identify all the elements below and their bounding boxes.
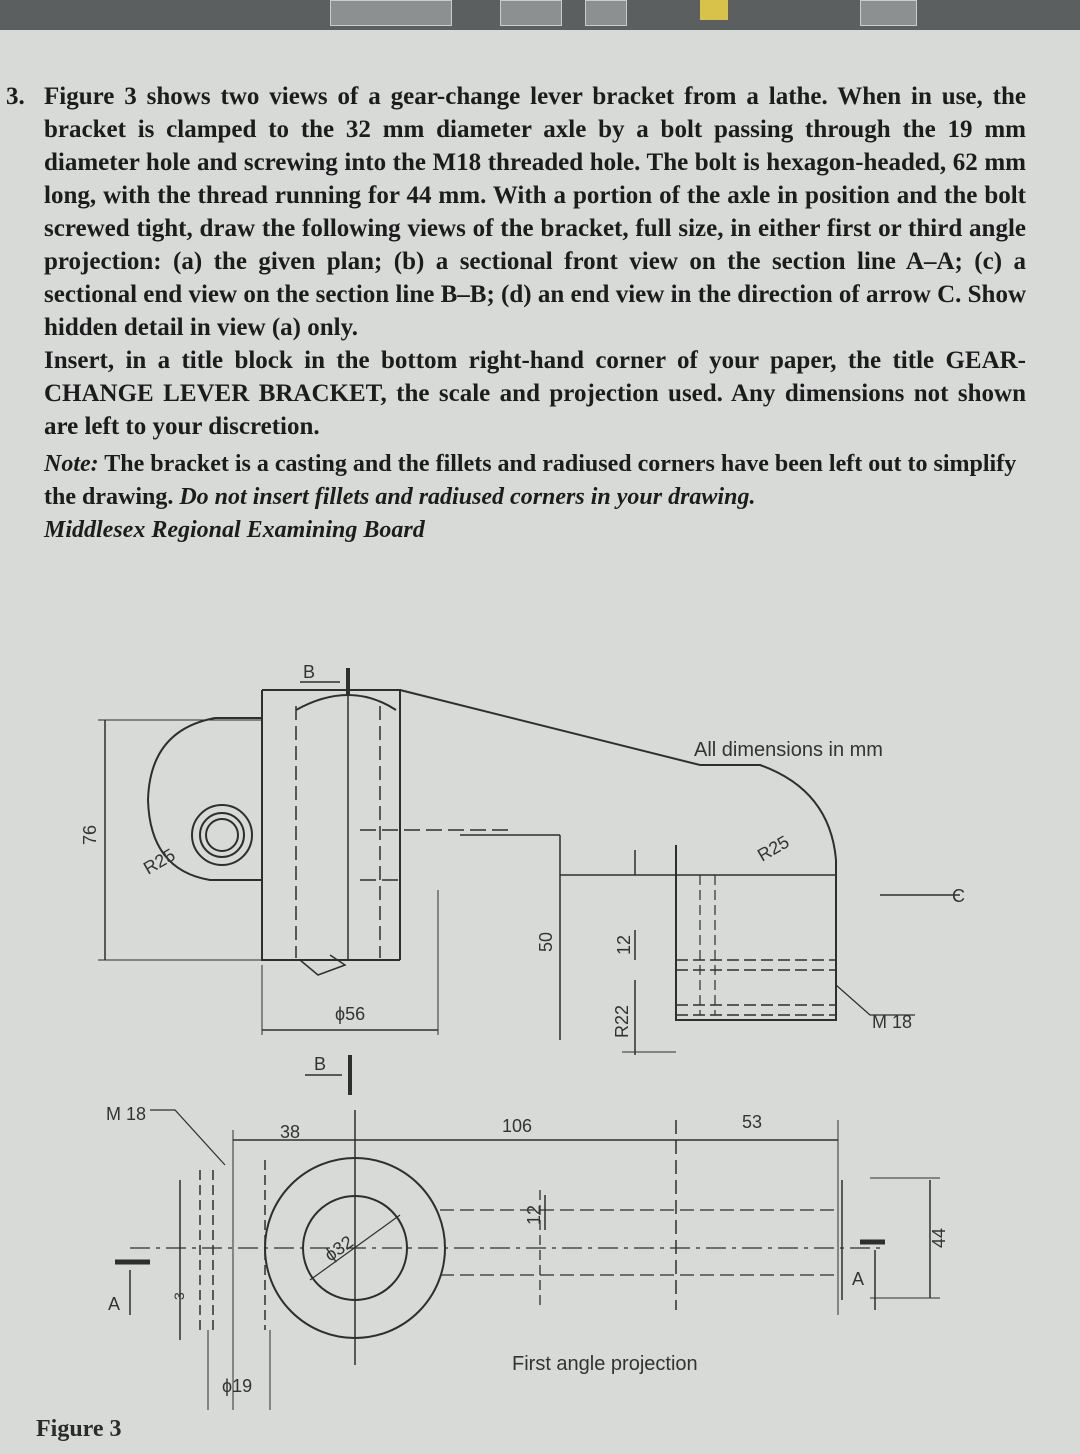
dim-12-top: 12 xyxy=(614,934,634,955)
toolbar-button[interactable] xyxy=(860,0,917,26)
dim-50: 50 xyxy=(536,931,556,952)
label-c: C xyxy=(952,886,965,906)
dim-phi32: ϕ32 xyxy=(320,1231,357,1266)
note-label: Note: xyxy=(44,451,99,477)
dim-m18-left: M 18 xyxy=(106,1104,147,1124)
question-paragraph-1: Figure 3 shows two views of a gear-change lever bracket from a lathe. When in use, the bracket is clamped to the 32 mm diameter axle by a bolt passing through the 19 mm diameter hole and screwing into the M18 threaded hole. The bolt is hexagon-headed, 62 mm long, with the thread running for 44 mm. With a portion of the axle in position and the bolt screwed tight, draw the following views of the bracket, full size, in either first or third angle projection: (a) the given plan; (b) a sectional front view on the section line A–A; (c) a sectional end view on the section line B–B; (d) an end view in the direction of arrow C. Show hidden detail in view (a) only. xyxy=(44,83,1026,341)
dim-3: 3 xyxy=(171,1292,187,1300)
toolbar-button[interactable] xyxy=(585,0,627,26)
projection-note: First angle projection xyxy=(512,1353,698,1375)
dim-r25-right: R25 xyxy=(754,831,793,866)
m18-leader xyxy=(150,1110,225,1165)
dim-m18-right: M 18 xyxy=(872,1012,913,1032)
note-block xyxy=(44,448,1029,547)
dim-76: 76 xyxy=(80,824,100,845)
m18-leader xyxy=(836,985,915,1015)
question-number: 3. xyxy=(6,83,25,110)
dim-106: 106 xyxy=(502,1116,533,1136)
question-paragraph-2: Insert, in a title block in the bottom right-hand corner of your paper, the title GEAR-CHANGE LEVER BRACKET, the scale and projection used. Any dimensions not shown are left to your discretion. xyxy=(44,347,1026,440)
document-page xyxy=(0,30,1080,1454)
dim-phi56: ϕ56 xyxy=(335,1004,366,1024)
dim-44: 44 xyxy=(929,1227,949,1248)
note-paragraph xyxy=(44,448,1029,514)
engineering-drawing xyxy=(0,630,1080,1410)
note-text: The bracket is a casting and the fillets and radiused corners have been left out to simplify the drawing. xyxy=(44,451,1017,510)
boss-top-arc xyxy=(296,695,396,710)
source-line: Middlesex Regional Examining Board xyxy=(44,517,425,543)
dim-phi19: ϕ19 xyxy=(222,1376,253,1396)
label-b-bottom: B xyxy=(314,1054,327,1074)
figure-caption: Figure 3 xyxy=(36,1416,122,1442)
break-hatch xyxy=(300,955,345,975)
toolbar-button[interactable] xyxy=(500,0,562,26)
dim-r25-left: R25 xyxy=(140,844,179,879)
dim-38: 38 xyxy=(280,1122,301,1142)
app-toolbar xyxy=(0,0,1080,30)
label-a-right: A xyxy=(852,1269,865,1289)
all-dims-note: All dimensions in mm xyxy=(694,739,883,761)
dim-53: 53 xyxy=(742,1112,763,1132)
note-italic: Do not insert fillets and radiused corners in your drawing. xyxy=(179,484,756,510)
folder-icon[interactable] xyxy=(700,0,728,20)
label-b-top: B xyxy=(303,662,316,682)
dim-12-bottom: 12 xyxy=(524,1204,544,1225)
dim-r22: R22 xyxy=(612,1004,632,1038)
question-block xyxy=(6,80,1026,443)
label-a-left: A xyxy=(108,1294,121,1314)
toolbar-button[interactable] xyxy=(330,0,452,26)
bolt-hole-core xyxy=(206,819,238,851)
